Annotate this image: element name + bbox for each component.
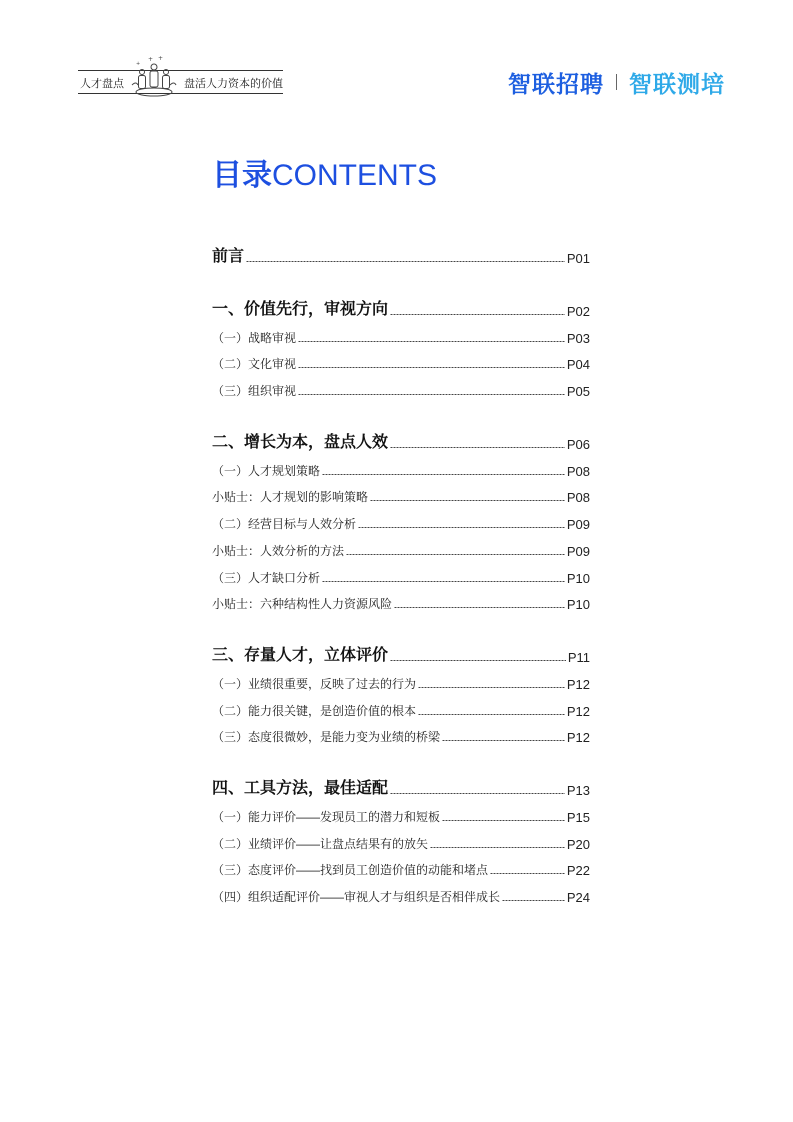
brand-cepei-logo: 智联测培 bbox=[629, 70, 725, 97]
toc-label: 前言 bbox=[212, 248, 245, 265]
toc-label: 小贴士：人效分析的方法 bbox=[212, 543, 345, 558]
toc-leader bbox=[358, 527, 565, 528]
toc-label: （一）战略审视 bbox=[212, 330, 297, 345]
toc-page: P22 bbox=[566, 863, 590, 879]
toc-leader bbox=[298, 394, 565, 395]
toc-label: （三）态度很微妙，是能力变为业绩的桥梁 bbox=[212, 730, 441, 745]
toc-label: （一）人才规划策略 bbox=[212, 463, 321, 478]
toc-label: （二）经营目标与人效分析 bbox=[212, 517, 357, 532]
toc-page: P01 bbox=[566, 251, 590, 266]
header-left-text-1: 人才盘点 bbox=[80, 78, 124, 90]
toc-label: （二）文化审视 bbox=[212, 357, 297, 372]
toc-page: P11 bbox=[567, 650, 590, 666]
toc-label: 三、存量人才，立体评价 bbox=[212, 647, 389, 665]
toc-label: 四、工具方法，最佳适配 bbox=[212, 780, 389, 798]
toc-page: P06 bbox=[566, 437, 590, 453]
toc-item[interactable] bbox=[212, 505, 590, 532]
toc-section-4[interactable] bbox=[212, 772, 590, 798]
toc-leader bbox=[390, 314, 565, 315]
toc-page: P10 bbox=[566, 570, 590, 586]
toc-leader bbox=[442, 820, 565, 821]
svg-text:+: + bbox=[158, 55, 164, 62]
toc-item[interactable] bbox=[212, 878, 590, 905]
toc-leader bbox=[390, 447, 565, 448]
people-figures-icon bbox=[128, 55, 180, 100]
brand-divider bbox=[616, 74, 617, 90]
brand-zhaopin-logo: 智联招聘 bbox=[508, 70, 604, 97]
toc-label: （四）组织适配评价——审视人才与组织是否相伴成长 bbox=[212, 890, 501, 904]
page-title-cn: 目录 bbox=[212, 159, 272, 192]
toc-page: P12 bbox=[566, 676, 590, 692]
toc-label: （二）能力很关键，是创造价值的根本 bbox=[212, 703, 417, 718]
toc-leader bbox=[298, 367, 565, 368]
toc-leader bbox=[390, 660, 566, 661]
toc-item[interactable] bbox=[212, 798, 590, 825]
toc-leader bbox=[322, 581, 565, 582]
toc-label: （三）人才缺口分析 bbox=[212, 570, 321, 585]
toc-item[interactable] bbox=[212, 319, 590, 346]
toc-leader bbox=[442, 740, 565, 741]
toc-page: P08 bbox=[566, 490, 590, 506]
toc-section-2[interactable] bbox=[212, 426, 590, 452]
toc-leader bbox=[502, 900, 565, 901]
toc-page: P20 bbox=[566, 836, 590, 852]
toc-section-1[interactable] bbox=[212, 293, 590, 319]
toc-page: P24 bbox=[566, 890, 590, 905]
toc-page: P15 bbox=[566, 809, 590, 825]
toc-leader bbox=[418, 714, 565, 715]
header-brand bbox=[508, 66, 725, 98]
table-of-contents bbox=[212, 240, 590, 905]
toc-section-3[interactable] bbox=[212, 639, 590, 665]
header-left-logo bbox=[78, 55, 283, 100]
toc-page: P09 bbox=[566, 543, 590, 559]
toc-page: P12 bbox=[566, 703, 590, 719]
toc-label: 二、增长为本，盘点人效 bbox=[212, 434, 389, 452]
toc-page: P12 bbox=[566, 730, 590, 746]
toc-leader bbox=[322, 474, 565, 475]
header-left-text-2: 盘活人力资本的价值 bbox=[184, 78, 283, 90]
toc-item[interactable] bbox=[212, 559, 590, 586]
toc-page: P10 bbox=[566, 597, 590, 613]
toc-leader bbox=[490, 873, 565, 874]
toc-item[interactable] bbox=[212, 852, 590, 879]
toc-item[interactable] bbox=[212, 346, 590, 373]
toc-leader bbox=[370, 500, 565, 501]
toc-label: 小贴士：人才规划的影响策略 bbox=[212, 490, 369, 505]
toc-leader bbox=[394, 607, 565, 608]
svg-text:+: + bbox=[136, 61, 141, 67]
toc-item[interactable] bbox=[212, 665, 590, 692]
svg-text:+: + bbox=[148, 56, 154, 63]
toc-page: P02 bbox=[566, 304, 590, 319]
toc-item[interactable] bbox=[212, 719, 590, 746]
toc-item[interactable] bbox=[212, 479, 590, 506]
toc-item[interactable] bbox=[212, 825, 590, 852]
toc-item[interactable] bbox=[212, 586, 590, 613]
toc-item[interactable] bbox=[212, 692, 590, 719]
page-title-en: CONTENTS bbox=[272, 159, 437, 192]
toc-label: （三）态度评价——找到员工创造价值的动能和堵点 bbox=[212, 863, 489, 878]
toc-leader bbox=[246, 261, 565, 262]
toc-item[interactable] bbox=[212, 532, 590, 559]
page-title bbox=[212, 150, 437, 194]
toc-page: P09 bbox=[566, 517, 590, 533]
toc-page: P04 bbox=[566, 357, 590, 373]
toc-leader bbox=[418, 687, 565, 688]
toc-label: （三）组织审视 bbox=[212, 384, 297, 399]
toc-page: P13 bbox=[566, 783, 590, 799]
toc-label: （一）业绩很重要，反映了过去的行为 bbox=[212, 676, 417, 691]
toc-label: 小贴士：六种结构性人力资源风险 bbox=[212, 597, 393, 612]
header-rule-top bbox=[78, 70, 283, 71]
toc-label: 一、价值先行，审视方向 bbox=[212, 301, 389, 318]
toc-label: （二）业绩评价——让盘点结果有的放矢 bbox=[212, 836, 429, 851]
toc-page: P03 bbox=[566, 330, 590, 346]
toc-page: P05 bbox=[566, 384, 590, 400]
toc-leader bbox=[346, 554, 565, 555]
toc-leader bbox=[430, 847, 565, 848]
toc-leader bbox=[390, 793, 565, 794]
toc-entry-preface[interactable] bbox=[212, 240, 590, 266]
toc-item[interactable] bbox=[212, 372, 590, 399]
toc-page: P08 bbox=[566, 463, 590, 479]
toc-leader bbox=[298, 341, 565, 342]
toc-label: （一）能力评价——发现员工的潜力和短板 bbox=[212, 809, 441, 824]
header-rule-bottom bbox=[78, 93, 283, 94]
toc-item[interactable] bbox=[212, 452, 590, 479]
